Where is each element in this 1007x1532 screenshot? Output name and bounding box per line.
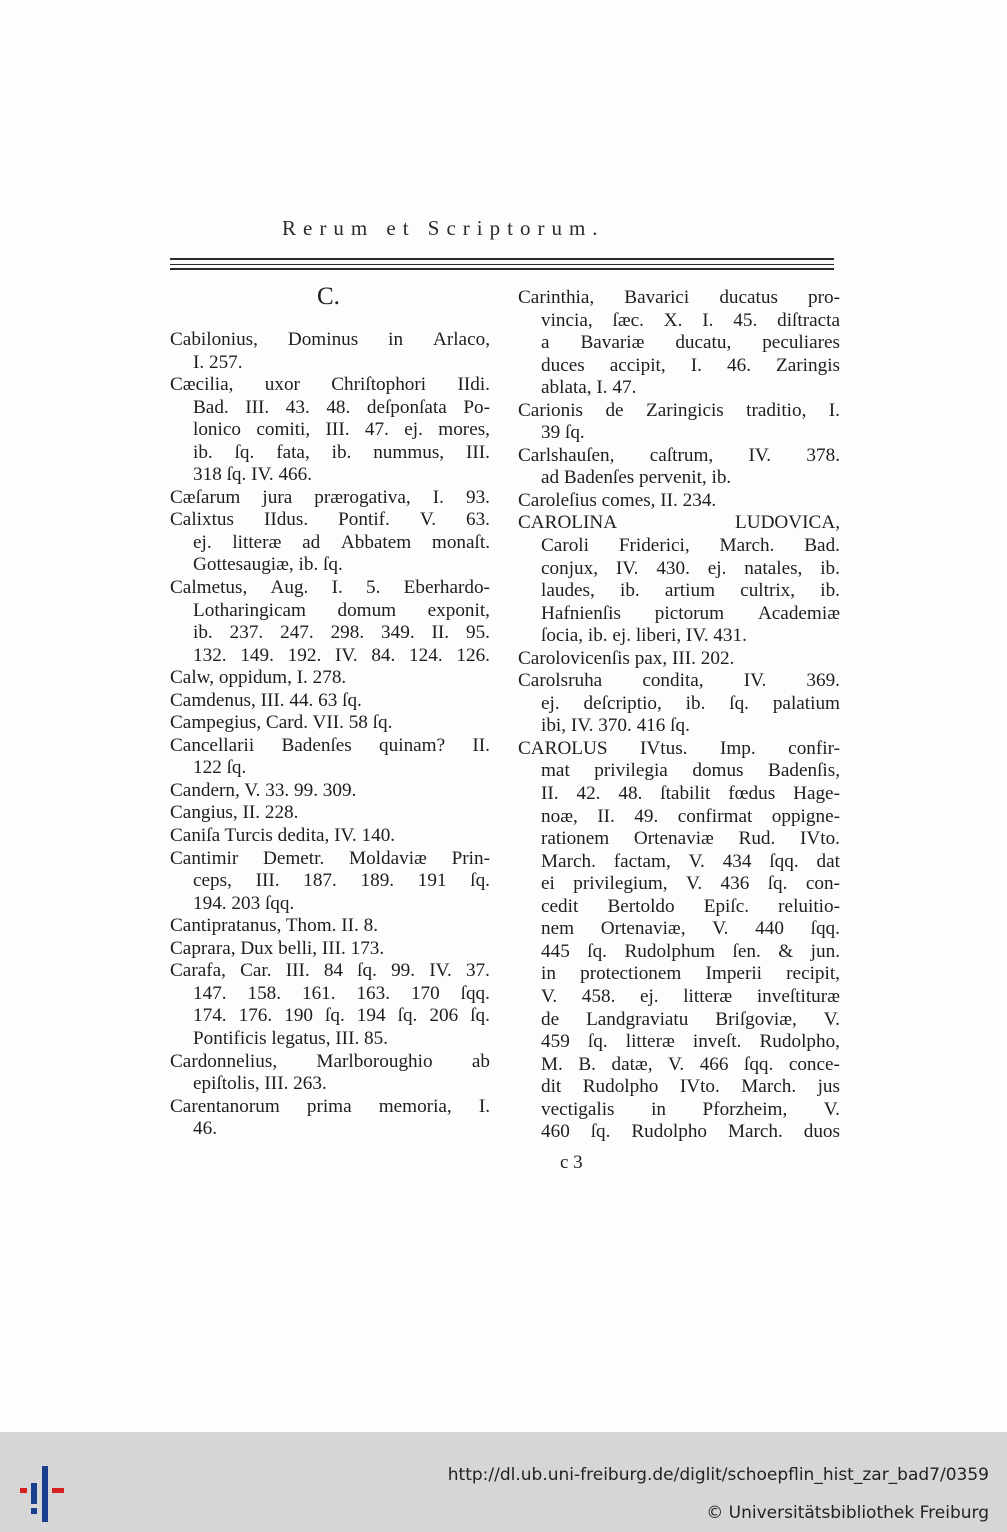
index-line: Carinthia, Bavarici ducatus pro- (518, 287, 840, 308)
index-line: ſocia, ib. ej. liberi, IV. 431. (541, 625, 747, 647)
index-line: Hafnienſis pictorum Academiæ (541, 602, 840, 624)
index-line: 459 ſq. litteræ inveſt. Rudolpho, (541, 1031, 840, 1053)
index-line: epiſtolis, III. 263. (193, 1073, 327, 1095)
signature-mark: c 3 (560, 1152, 583, 1173)
index-line: a Bavariæ ducatu, peculiares (541, 332, 840, 354)
index-line: cedit Bertoldo Epiſc. reluitio- (541, 895, 840, 917)
index-line: ej. litteræ ad Abbatem monaſt. (193, 531, 490, 553)
index-line: Candern, V. 33. 99. 309. (170, 779, 357, 801)
index-line: 445 ſq. Rudolphum ſen. & jun. (541, 940, 840, 962)
index-line: V. 458. ej. litteræ inveſtituræ (541, 985, 840, 1007)
header-rule-top (170, 258, 834, 260)
index-line: 132. 149. 192. IV. 84. 124. 126. (193, 644, 490, 666)
index-line: noæ, II. 49. confirmat oppigne- (541, 805, 840, 827)
header-rule-middle (170, 264, 834, 265)
index-line: Campegius, Card. VII. 58 ſq. (170, 712, 393, 734)
index-line: Cæcilia, uxor Chriſtophori IIdi. (170, 374, 490, 396)
index-line: rationem Ortenaviæ Rud. IVto. (541, 828, 840, 850)
left-column (170, 329, 490, 1141)
index-line: 46. (193, 1118, 217, 1140)
index-line: dit Rudolpho IVto. March. jus (541, 1076, 840, 1098)
index-line: Calixtus IIdus. Pontif. V. 63. (170, 509, 490, 531)
index-line: Carolsruha condita, IV. 369. (518, 670, 840, 692)
index-line: Carolovicenſis pax, III. 202. (518, 647, 735, 669)
index-line: de Landgraviatu Briſgoviæ, V. (541, 1008, 840, 1030)
index-line: Caroli Friderici, March. Bad. (541, 535, 840, 557)
index-line: conjux, IV. 430. ej. natales, ib. (541, 557, 840, 579)
index-line: mat privilegia domus Badenſis, (541, 760, 840, 782)
index-line: Carentanorum prima memoria, I. (170, 1095, 490, 1117)
index-line: Lotharingicam domum exponit, (193, 599, 490, 621)
index-line: Bad. III. 43. 48. deſponſata Po- (193, 396, 490, 418)
index-line: Carionis de Zaringicis traditio, I. (518, 399, 840, 421)
index-line: vectigalis in Pforzheim, V. (541, 1098, 840, 1120)
index-line: in protectionem Imperii recipit, (541, 963, 840, 985)
index-line: Caprara, Dux belli, III. 173. (170, 937, 385, 959)
index-line: 39 ſq. (541, 422, 585, 444)
index-line: ceps, III. 187. 189. 191 ſq. (193, 870, 490, 892)
right-column (518, 287, 840, 1144)
index-line: laudes, ib. artium cultrix, ib. (541, 580, 840, 602)
index-line: 147. 158. 161. 163. 170 ſqq. (193, 982, 490, 1004)
section-letter: C. (317, 283, 340, 310)
index-line: Cabilonius, Dominus in Arlaco, (170, 329, 490, 350)
index-line: ablata, I. 47. (541, 377, 637, 399)
footer-url-link[interactable]: http://dl.ub.uni-freiburg.de/diglit/schoepflin_hist_zar_bad7/0359 (447, 1465, 989, 1485)
index-line: lonico comiti, III. 47. ej. mores, (193, 419, 490, 441)
index-line: Cancellarii Badenſes quinam? II. (170, 734, 490, 756)
index-line: II. 42. 48. ſtabilit fœdus Hage- (541, 783, 840, 805)
index-line: Caniſa Turcis dedita, IV. 140. (170, 825, 396, 847)
index-line: Pontificis legatus, III. 85. (193, 1027, 389, 1049)
running-head: Rerum et Scriptorum. (282, 216, 605, 240)
index-line: ibi, IV. 370. 416 ſq. (541, 715, 690, 737)
index-line: 460 ſq. Rudolpho March. duos (541, 1121, 840, 1143)
index-line: 194. 203 ſqq. (193, 892, 295, 914)
index-line: Calw, oppidum, I. 278. (170, 667, 347, 689)
ub-freiburg-logo-icon (20, 1466, 64, 1522)
header-rule-bottom (170, 268, 834, 270)
index-line: Cantimir Demetr. Moldaviæ Prin- (170, 847, 490, 869)
index-line: nem Ortenaviæ, V. 440 ſqq. (541, 918, 840, 940)
index-line: 318 ſq. IV. 466. (193, 464, 313, 486)
index-line: Caroleſius comes, II. 234. (518, 489, 717, 511)
index-line: ad Badenſes pervenit, ib. (541, 467, 732, 489)
index-line: 122 ſq. (193, 757, 247, 779)
index-line: Cangius, II. 228. (170, 802, 299, 824)
index-line: Camdenus, III. 44. 63 ſq. (170, 689, 362, 711)
index-line: ei privilegium, V. 436 ſq. con- (541, 873, 840, 895)
index-line: duces accipit, I. 46. Zaringis (541, 354, 840, 376)
index-line: Carlshauſen, caſtrum, IV. 378. (518, 444, 840, 466)
index-line: ib. 237. 247. 298. 349. II. 95. (193, 622, 490, 644)
index-line: ib. ſq. fata, ib. nummus, III. (193, 441, 490, 463)
index-line: Cardonnelius, Marlboroughio ab (170, 1050, 490, 1072)
index-line: Calmetus, Aug. I. 5. Eberhardo- (170, 577, 490, 599)
index-line: Cæſarum jura prærogativa, I. 93. (170, 486, 490, 508)
index-line: Gottesaugiæ, ib. ſq. (193, 554, 343, 576)
index-line: March. factam, V. 434 ſqq. dat (541, 850, 840, 872)
index-line: vincia, ſæc. X. I. 45. diſtracta (541, 309, 840, 331)
index-line: Carafa, Car. III. 84 ſq. 99. IV. 37. (170, 960, 490, 982)
index-line: Cantipratanus, Thom. II. 8. (170, 915, 379, 937)
index-line: I. 257. (193, 351, 243, 373)
index-line: CAROLINA LUDOVICA, (518, 512, 840, 534)
index-line: ej. deſcriptio, ib. ſq. palatium (541, 692, 840, 714)
index-line: 174. 176. 190 ſq. 194 ſq. 206 ſq. (193, 1005, 490, 1027)
footer-copyright: © Universitätsbibliothek Freiburg (706, 1503, 989, 1523)
index-line: CAROLUS IVtus. Imp. confir- (518, 737, 840, 759)
index-line: M. B. datæ, V. 466 ſqq. conce- (541, 1053, 840, 1075)
